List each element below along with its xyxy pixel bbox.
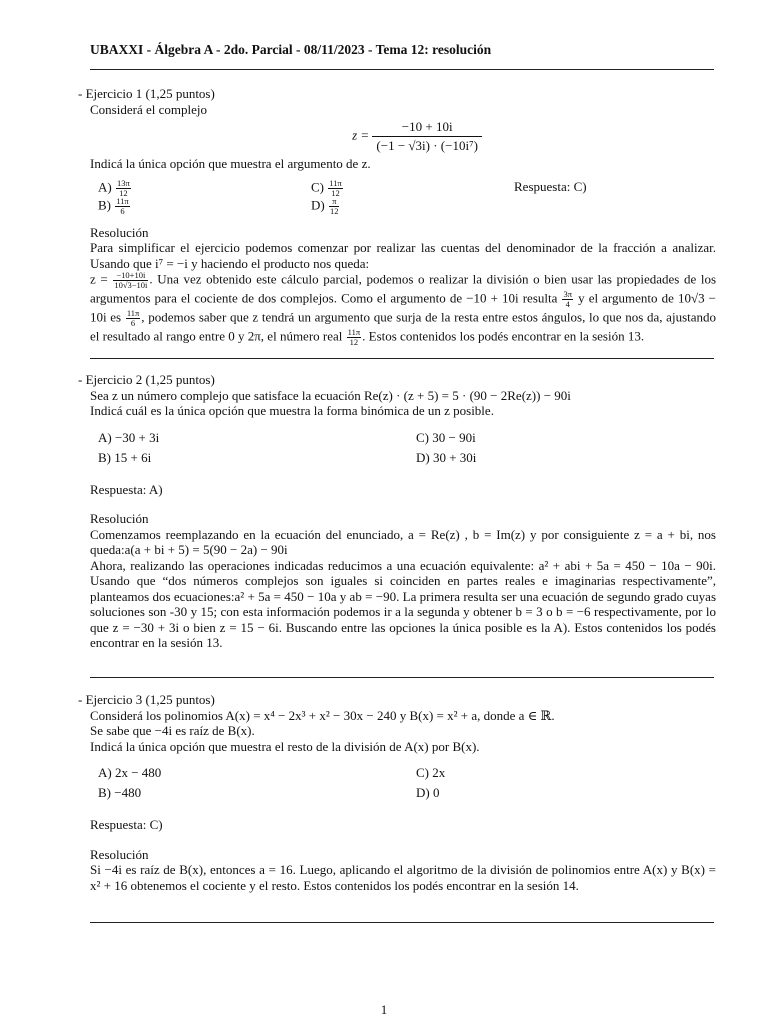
res-fraction-3pi4-den: 4	[565, 299, 570, 309]
option-b-numerator: 11π	[116, 195, 129, 206]
page-number: 1	[380, 1002, 388, 1017]
res-fraction-3pi4-num: 3π	[563, 289, 573, 299]
option-b	[98, 197, 131, 216]
res-fraction-z-den: 10√3−10i	[114, 280, 148, 290]
exercise-3-answer: Respuesta: C)	[90, 817, 163, 832]
option-d-denominator: 12	[329, 205, 339, 216]
res-text-a: z =	[90, 271, 108, 287]
exercise-3-resolution-title: Resolución	[90, 846, 149, 862]
exercise-2-question: Indicá cuál es la única opción que muestra la forma binómica de un z posible.	[90, 403, 494, 418]
exercise-3-intro: Considerá los polinomios A(x) = x⁴ − 2x³ + x² − 30x − 240 y B(x) = x² + a, donde a ∈ ℝ.	[90, 707, 555, 723]
exercise-1	[78, 86, 716, 347]
option-b: B) −480	[98, 785, 142, 800]
res-fraction-z	[113, 271, 148, 290]
exercise-3-resolution-p1: Si −4i es raíz de B(x), entonces a = 16. Luego, aplicando el algoritmo de la división de polinomios entre A(x) y B(x) = x² + 16 obtenemos el cociente y el resto. Estos contenidos los podés encontrar en la sesión 14.	[90, 862, 716, 893]
option-c: C) 30 − 90i	[416, 429, 476, 445]
exercise-3-question: Indicá la única opción que muestra el resto de la división de A(x) por B(x).	[90, 738, 480, 754]
res-fraction-11pi12	[347, 328, 361, 347]
option-a-numerator: 13π	[116, 177, 130, 188]
res-text-b: . Una vez obtenido este cálculo parcial, podemos o realizar la división o bien usar las propiedades de los argumentos para el cociente de dos complejos. Como el argumento de −10 + 10i resulta	[90, 271, 717, 306]
exercise-1-heading: - Ejercicio 1 (1,25 puntos)	[78, 86, 215, 101]
res-text-c: y el argumento de 10√3 − 10i es	[90, 290, 717, 325]
exercise-1-resolution-p1: Para simplificar el ejercicio podemos comenzar por realizar las cuentas del denominador de la fracción a analizar. Usando que i⁷ = −i y haciendo el producto nos queda:	[90, 240, 716, 271]
option-a-denominator: 12	[119, 187, 128, 198]
option-b-denominator: 6	[120, 205, 125, 216]
option-a: A) 2x − 480	[98, 765, 162, 780]
exercise-2-options	[98, 430, 716, 466]
option-a-label: A)	[98, 178, 112, 194]
exercise-3-line2: Se sabe que −4i es raíz de B(x).	[90, 723, 255, 738]
exercise-1-answer: Respuesta: C)	[514, 178, 587, 194]
divider-2	[90, 677, 714, 678]
option-a: A) −30 + 3i	[98, 429, 160, 445]
res-fraction-z-num: −10+10i	[113, 271, 148, 281]
option-d: D) 30 + 30i	[416, 449, 477, 465]
exercise-1-intro: Considerá el complejo	[90, 101, 207, 117]
res-fraction-11pi6	[126, 309, 140, 328]
option-c	[311, 179, 344, 198]
exercise-2-resolution-title: Resolución	[90, 511, 149, 526]
exercise-2-heading: - Ejercicio 2 (1,25 puntos)	[78, 372, 215, 387]
page-title: UBAXXI - Álgebra A - 2do. Parcial - 08/11/2023 - Tema 12: resolución	[90, 42, 492, 57]
exercise-2	[78, 372, 716, 651]
option-c-denominator: 12	[331, 187, 340, 198]
option-b: B) 15 + 6i	[98, 449, 152, 465]
option-d: D) 0	[416, 785, 440, 800]
res-fraction-3pi4	[562, 290, 573, 309]
option-a-value	[116, 179, 131, 198]
option-b-label: B)	[98, 196, 111, 212]
divider-1	[90, 358, 714, 359]
res-fraction-11pi6-den: 6	[130, 318, 136, 328]
exercise-2-resolution-p1: Comenzamos reemplazando en la ecuación del enunciado, a = Re(z) , b = Im(z) y por consiguiente z = a + bi, nos queda:a(a + bi + 5) = 5(90 − 2a) − 90i	[90, 526, 716, 557]
exercise-1-resolution-title: Resolución	[90, 224, 149, 240]
header-divider	[90, 69, 714, 70]
option-c-value	[328, 179, 342, 198]
exercise-1-options	[98, 179, 716, 215]
equation-denominator: (−1 − √3i) · (−10i⁷)	[376, 138, 478, 153]
option-c: C) 2x	[416, 765, 446, 780]
option-c-label: C)	[311, 178, 324, 194]
equation-lhs: z =	[352, 127, 370, 143]
option-d-numerator: π	[329, 197, 340, 207]
option-d-value	[329, 197, 340, 216]
exercise-1-resolution-p2	[78, 271, 716, 347]
option-b-value	[115, 197, 129, 216]
exercise-3	[78, 692, 716, 893]
exercise-3-options	[98, 765, 716, 801]
equation-numerator: −10 + 10i	[372, 119, 482, 137]
res-fraction-11pi12-num: 11π	[347, 327, 361, 337]
exercise-3-heading: - Ejercicio 3 (1,25 puntos)	[78, 692, 215, 707]
option-c-numerator: 11π	[329, 177, 342, 188]
option-d	[311, 197, 340, 216]
exercise-2-resolution-p2: Ahora, realizando las operaciones indicadas reducimos a una ecuación equivalente: a² + abi + 5a = 450 − 10a − 90i. Usando que “dos números complejos son iguales si coinciden en partes reales e imaginarias respectivamente”, planteamos dos ecuaciones:a² + 5a = 450 − 10a y ab = −90. La primera resulta ser una ecuación de segundo grado cuyas soluciones son -30 y 15; con esta información podemos ir a la segunda y obtener b = 3 o b = −6 respectivamente, por lo que z = −30 + 3i o bien z = 15 − 6i. Buscando entre las opciones la única posible es la A). Estos contenidos los podés encontrar en la sesión 13.	[90, 557, 716, 650]
divider-3	[90, 922, 714, 923]
exercise-2-answer: Respuesta: A)	[90, 481, 163, 497]
res-text-e: . Estos contenidos los podés encontrar en la sesión 13.	[362, 328, 645, 344]
exercise-1-equation	[78, 119, 716, 154]
option-a	[98, 179, 132, 198]
equation-fraction	[372, 119, 482, 154]
exercise-2-intro: Sea z un número complejo que satisface la ecuación Re(z) · (z + 5) = 5 · (90 − 2Re(z)) − 90i	[90, 387, 571, 403]
exercise-1-question: Indicá la única opción que muestra el argumento de z.	[90, 156, 371, 171]
res-text-d: , podemos saber que z tendrá un argumento que surja de la resta entre estos ángulos, lo que nos da, ajustando el resultado al rango entre 0 y 2π, el número real	[90, 309, 717, 344]
res-fraction-11pi6-num: 11π	[126, 308, 140, 318]
res-fraction-11pi12-den: 12	[349, 337, 359, 347]
option-d-label: D)	[311, 196, 325, 212]
